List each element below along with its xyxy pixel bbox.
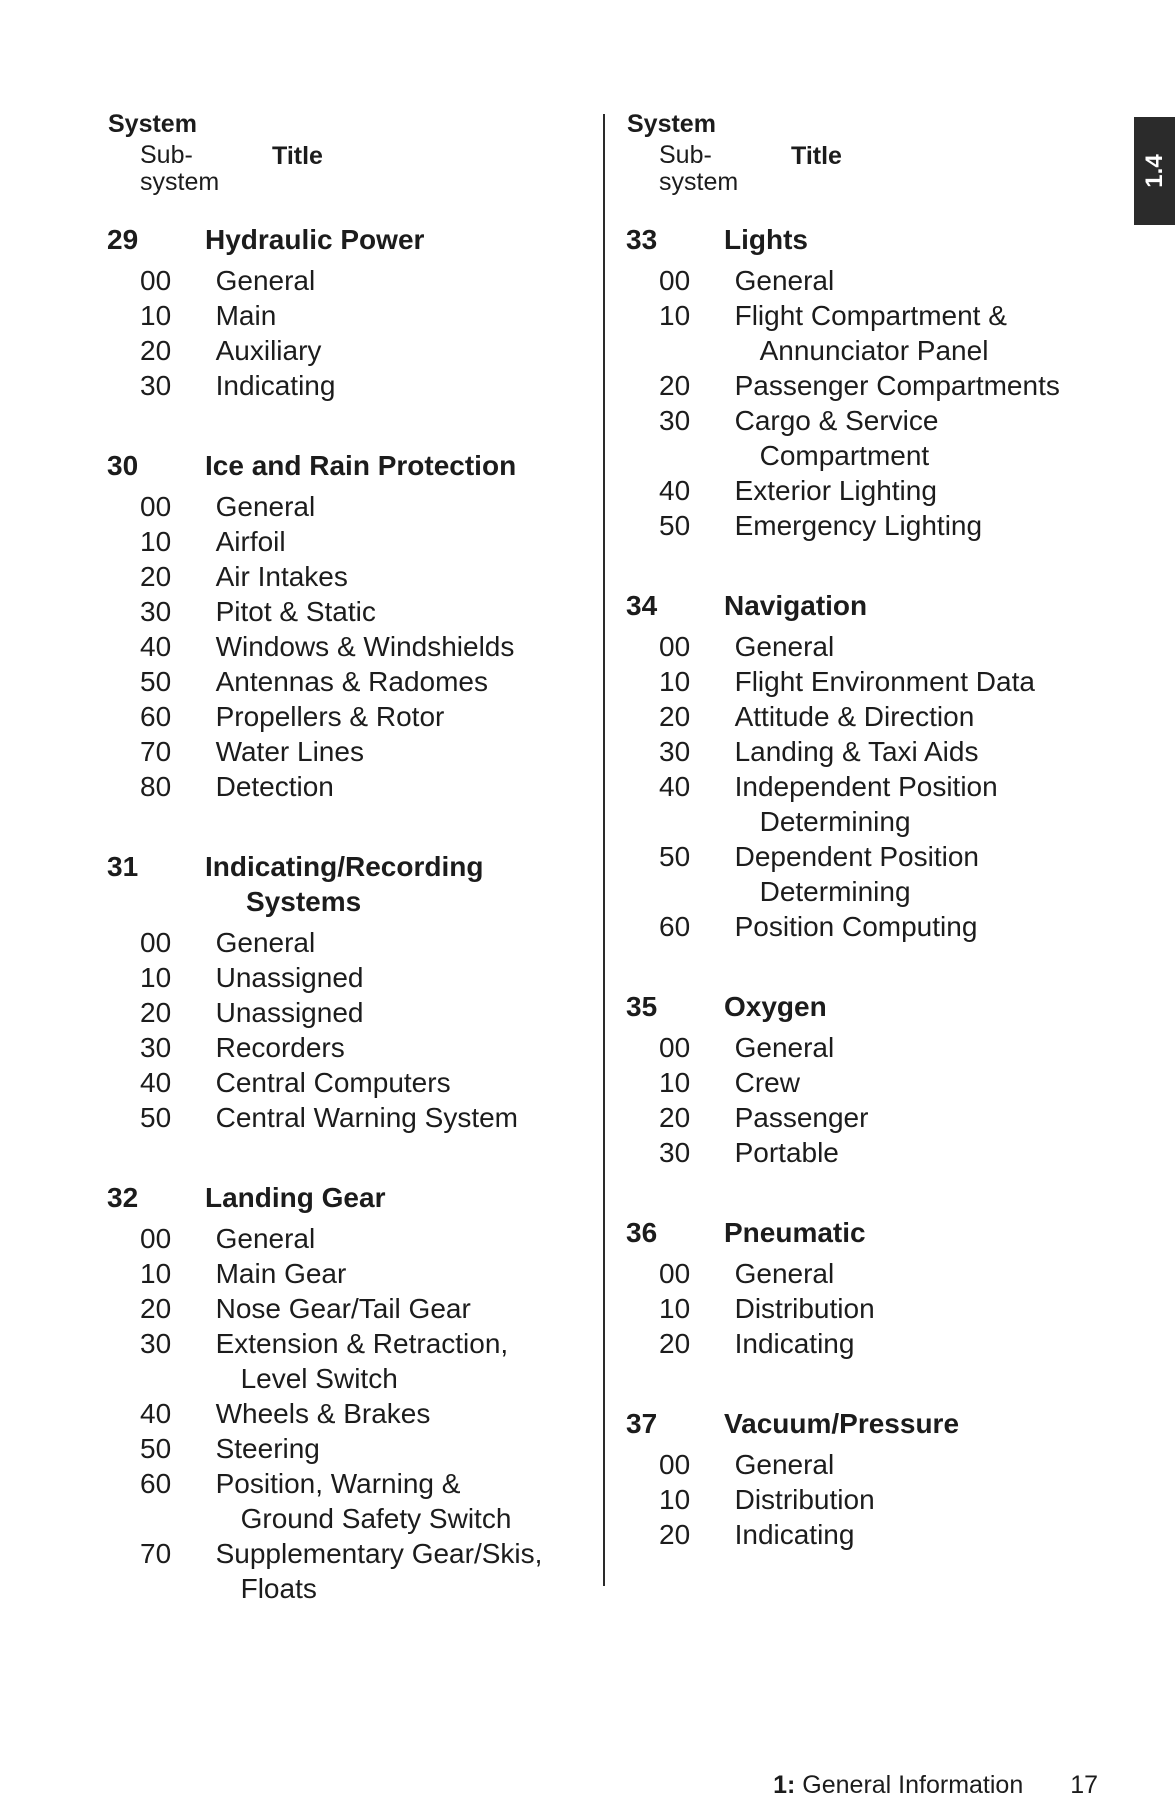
subsystem-number: 20 [659, 1519, 691, 1550]
subsystem-title-line: General [734, 1449, 835, 1480]
subsystem-title-line: Unassigned [215, 997, 364, 1028]
subsystem-title-line: Supplementary Gear/Skis, [215, 1538, 543, 1569]
subsystem-row [106, 1291, 586, 1326]
subsystem-row [625, 1447, 1105, 1482]
subsystem-title-line: General [734, 1032, 835, 1063]
system-number: 29 [107, 224, 139, 255]
subsystem-number: 50 [140, 666, 172, 697]
subsystem-title-line: Airfoil [215, 526, 286, 557]
subsystem-number: 50 [140, 1102, 172, 1133]
system-group [625, 222, 1105, 543]
subsystem-row [625, 909, 1105, 944]
system-group [106, 448, 586, 804]
subsystem-title [186, 263, 586, 298]
subsystem-number: 30 [140, 370, 172, 401]
subsystem-title [705, 664, 1105, 699]
subsystem-row [625, 508, 1105, 543]
subsystem-title-line: Main Gear [215, 1258, 347, 1289]
subsystem-number: 30 [140, 596, 172, 627]
footer-chapter-title: General Information [802, 1771, 1024, 1799]
subsystem-title [186, 1466, 586, 1536]
subsystem-row [106, 734, 586, 769]
subsystem-number: 60 [140, 1468, 172, 1499]
subsystem-number: 00 [140, 1223, 172, 1254]
subsystem-title [186, 1291, 586, 1326]
subsystem-title [186, 1221, 586, 1256]
system-heading [106, 222, 586, 257]
subsystem-number: 20 [659, 370, 691, 401]
subsystem-header-line: Sub- [659, 141, 712, 169]
subsystem-title-line: Main [215, 300, 277, 331]
subsystem-title [705, 1326, 1105, 1361]
subsystem-title [705, 1482, 1105, 1517]
subsystem-title-line: Emergency Lighting [734, 510, 983, 541]
subsystem-title-line: Indicating [734, 1519, 855, 1550]
system-heading [625, 1406, 1105, 1441]
system-title [205, 448, 575, 483]
system-title-line: Ice and Rain Protection [205, 450, 517, 481]
subsystem-row [106, 699, 586, 734]
system-title-line: Oxygen [724, 991, 827, 1022]
subsystem-number: 00 [659, 1449, 691, 1480]
subsystem-title-line: Air Intakes [215, 561, 348, 592]
subsystem-number: 80 [140, 771, 172, 802]
subsystem-row [106, 333, 586, 368]
subsystem-number: 30 [140, 1032, 172, 1063]
system-group [106, 1180, 586, 1606]
subsystem-row [106, 594, 586, 629]
subsystem-header [140, 142, 240, 196]
subsystem-row [106, 263, 586, 298]
subsystem-row [625, 1065, 1105, 1100]
subsystem-row [625, 1482, 1105, 1517]
page-footer [773, 1771, 1098, 1800]
subsystem-row [625, 1517, 1105, 1552]
column-header [106, 110, 586, 222]
system-title [724, 1406, 1094, 1441]
subsystem-title [186, 995, 586, 1030]
subsystem-title [186, 1256, 586, 1291]
subsystem-title-line: Recorders [215, 1032, 345, 1063]
subsystem-title [186, 1536, 586, 1606]
left-column [106, 110, 586, 1651]
subsystem-row [625, 1100, 1105, 1135]
subsystem-row [625, 699, 1105, 734]
system-heading [106, 448, 586, 483]
subsystem-number: 00 [659, 631, 691, 662]
subsystem-title-line: Auxiliary [215, 335, 322, 366]
subsystem-row [106, 1256, 586, 1291]
subsystem-row [625, 298, 1105, 368]
left-group-list [106, 222, 586, 1606]
system-header: System [627, 110, 716, 138]
subsystem-title [186, 559, 586, 594]
subsystem-row [106, 1466, 586, 1536]
subsystem-title-line: Position, Warning & [215, 1468, 461, 1499]
subsystem-title-line: Detection [215, 771, 334, 802]
subsystem-title [186, 960, 586, 995]
subsystem-number: 10 [140, 526, 172, 557]
subsystem-number: 00 [140, 265, 172, 296]
subsystem-title [705, 1135, 1105, 1170]
subsystem-title-line: Wheels & Brakes [215, 1398, 431, 1429]
subsystem-title-line: Position Computing [734, 911, 978, 942]
subsystem-title [186, 1326, 586, 1396]
system-title-line: Pneumatic [724, 1217, 866, 1248]
subsystem-title-line: Independent Position [734, 771, 998, 802]
subsystem-number: 40 [659, 771, 691, 802]
subsystem-title-line: Exterior Lighting [734, 475, 937, 506]
subsystem-number: 00 [140, 491, 172, 522]
subsystem-number: 50 [659, 510, 691, 541]
system-title [205, 222, 575, 257]
subsystem-header-line: system [659, 168, 739, 196]
subsystem-title-line: Pitot & Static [215, 596, 376, 627]
subsystem-row [106, 629, 586, 664]
system-header: System [108, 110, 197, 138]
subsystem-title [705, 1447, 1105, 1482]
subsystem-title [705, 1291, 1105, 1326]
subsystem-number: 20 [659, 1102, 691, 1133]
subsystem-title-line: General [734, 265, 835, 296]
subsystem-title-line: Nose Gear/Tail Gear [215, 1293, 471, 1324]
subsystem-title [705, 403, 1105, 473]
system-title-line: Systems [246, 886, 362, 917]
subsystem-row [106, 1396, 586, 1431]
subsystem-title [705, 298, 1105, 368]
system-title-line: Vacuum/Pressure [724, 1408, 960, 1439]
subsystem-number: 00 [659, 1258, 691, 1289]
subsystem-title-line: Determining [759, 806, 911, 837]
subsystem-row [106, 368, 586, 403]
subsystem-row [625, 368, 1105, 403]
subsystem-title [705, 508, 1105, 543]
subsystem-title-line: Compartment [759, 440, 930, 471]
footer-chapter-number: 1: [773, 1771, 796, 1799]
system-heading [625, 989, 1105, 1024]
title-header: Title [791, 142, 842, 170]
subsystem-row [625, 403, 1105, 473]
subsystem-number: 00 [140, 927, 172, 958]
subsystem-row [625, 734, 1105, 769]
subsystem-number: 20 [140, 1293, 172, 1324]
subsystem-title-line: Determining [759, 876, 911, 907]
system-number: 36 [626, 1217, 658, 1248]
subsystem-title [186, 1431, 586, 1466]
subsystem-title [705, 629, 1105, 664]
system-number: 34 [626, 590, 658, 621]
subsystem-title-line: Steering [215, 1433, 320, 1464]
subsystem-title [705, 1065, 1105, 1100]
subsystem-row [625, 1256, 1105, 1291]
system-group [625, 588, 1105, 944]
right-column [625, 110, 1105, 1597]
subsystem-title [186, 734, 586, 769]
column-header [625, 110, 1105, 222]
subsystem-title [186, 1396, 586, 1431]
system-title [724, 989, 1094, 1024]
subsystem-title [186, 699, 586, 734]
subsystem-row [625, 1291, 1105, 1326]
subsystem-title-line: Windows & Windshields [215, 631, 515, 662]
system-title-line: Landing Gear [205, 1182, 386, 1213]
system-title [724, 222, 1094, 257]
subsystem-row [106, 1100, 586, 1135]
system-heading [625, 588, 1105, 623]
system-number: 30 [107, 450, 139, 481]
subsystem-title-line: Central Warning System [215, 1102, 518, 1133]
system-heading [106, 849, 586, 919]
subsystem-number: 60 [140, 701, 172, 732]
subsystem-row [625, 1135, 1105, 1170]
subsystem-title [705, 1100, 1105, 1135]
subsystem-row [106, 1221, 586, 1256]
subsystem-header-line: system [140, 168, 220, 196]
subsystem-title-line: Indicating [215, 370, 336, 401]
subsystem-title [705, 769, 1105, 839]
section-tab [1134, 117, 1175, 225]
subsystem-title [705, 368, 1105, 403]
subsystem-row [106, 664, 586, 699]
subsystem-title-line: Flight Compartment & [734, 300, 1007, 331]
subsystem-title-line: General [215, 265, 316, 296]
subsystem-number: 70 [140, 736, 172, 767]
system-number: 35 [626, 991, 658, 1022]
subsystem-row [106, 1030, 586, 1065]
subsystem-number: 10 [659, 300, 691, 331]
subsystem-row [625, 473, 1105, 508]
subsystem-title [186, 594, 586, 629]
system-title [205, 849, 575, 919]
subsystem-title [186, 368, 586, 403]
subsystem-number: 70 [140, 1538, 172, 1569]
subsystem-title-line: Distribution [734, 1484, 875, 1515]
subsystem-row [106, 995, 586, 1030]
subsystem-title [186, 629, 586, 664]
subsystem-row [625, 629, 1105, 664]
subsystem-title-line: Indicating [734, 1328, 855, 1359]
subsystem-title [186, 1065, 586, 1100]
subsystem-title-line: Annunciator Panel [759, 335, 989, 366]
subsystem-number: 20 [659, 1328, 691, 1359]
subsystem-title-line: General [215, 491, 316, 522]
subsystem-title [705, 699, 1105, 734]
subsystem-title-line: Floats [240, 1573, 317, 1604]
subsystem-header [659, 142, 759, 196]
system-title-line: Navigation [724, 590, 868, 621]
subsystem-row [625, 839, 1105, 909]
system-title-line: Hydraulic Power [205, 224, 425, 255]
system-number: 33 [626, 224, 658, 255]
subsystem-title [705, 473, 1105, 508]
system-group [106, 222, 586, 403]
subsystem-title-line: Cargo & Service [734, 405, 939, 436]
page-number: 17 [1070, 1771, 1098, 1799]
subsystem-title [705, 263, 1105, 298]
subsystem-row [106, 1326, 586, 1396]
subsystem-title-line: Attitude & Direction [734, 701, 975, 732]
subsystem-row [106, 1065, 586, 1100]
subsystem-number: 60 [659, 911, 691, 942]
system-number: 37 [626, 1408, 658, 1439]
title-header: Title [272, 142, 323, 170]
subsystem-row [625, 263, 1105, 298]
subsystem-title-line: Dependent Position [734, 841, 979, 872]
subsystem-row [106, 769, 586, 804]
system-group [625, 1215, 1105, 1361]
subsystem-number: 10 [140, 300, 172, 331]
subsystem-number: 30 [140, 1328, 172, 1359]
system-title [724, 588, 1094, 623]
system-title-line: Lights [724, 224, 808, 255]
subsystem-number: 20 [140, 561, 172, 592]
subsystem-number: 30 [659, 736, 691, 767]
subsystem-title-line: Antennas & Radomes [215, 666, 488, 697]
subsystem-number: 00 [659, 1032, 691, 1063]
subsystem-title-line: Unassigned [215, 962, 364, 993]
subsystem-number: 30 [659, 1137, 691, 1168]
subsystem-row [625, 1030, 1105, 1065]
system-title [724, 1215, 1094, 1250]
subsystem-title [186, 524, 586, 559]
subsystem-number: 40 [659, 475, 691, 506]
subsystem-title [186, 1100, 586, 1135]
subsystem-number: 50 [659, 841, 691, 872]
subsystem-number: 20 [140, 997, 172, 1028]
subsystem-number: 10 [659, 1067, 691, 1098]
subsystem-row [106, 1431, 586, 1466]
subsystem-title [186, 769, 586, 804]
system-number: 31 [107, 851, 139, 882]
subsystem-row [106, 298, 586, 333]
subsystem-title-line: Level Switch [240, 1363, 398, 1394]
system-group [625, 1406, 1105, 1552]
subsystem-row [106, 489, 586, 524]
system-title-line: Indicating/Recording [205, 851, 484, 882]
subsystem-number: 10 [659, 1293, 691, 1324]
subsystem-number: 00 [659, 265, 691, 296]
subsystem-row [625, 769, 1105, 839]
subsystem-row [106, 524, 586, 559]
subsystem-title-line: General [215, 927, 316, 958]
subsystem-number: 10 [659, 1484, 691, 1515]
column-divider [603, 114, 605, 1586]
subsystem-title-line: Crew [734, 1067, 800, 1098]
subsystem-title [705, 1256, 1105, 1291]
subsystem-number: 20 [659, 701, 691, 732]
subsystem-title-line: Passenger [734, 1102, 869, 1133]
subsystem-title-line: General [734, 1258, 835, 1289]
subsystem-title-line: General [215, 1223, 316, 1254]
section-tab-label: 1.4 [1141, 154, 1168, 188]
subsystem-title-line: Ground Safety Switch [240, 1503, 512, 1534]
system-number: 32 [107, 1182, 139, 1213]
subsystem-title [705, 839, 1105, 909]
subsystem-row [625, 1326, 1105, 1361]
subsystem-title-line: Propellers & Rotor [215, 701, 445, 732]
subsystem-number: 10 [140, 962, 172, 993]
subsystem-row [106, 960, 586, 995]
subsystem-title [186, 298, 586, 333]
subsystem-title [705, 734, 1105, 769]
subsystem-number: 40 [140, 1398, 172, 1429]
subsystem-title [186, 925, 586, 960]
right-group-list [625, 222, 1105, 1552]
subsystem-title-line: General [734, 631, 835, 662]
system-group [106, 849, 586, 1135]
subsystem-title-line: Portable [734, 1137, 839, 1168]
subsystem-number: 10 [659, 666, 691, 697]
subsystem-title-line: Extension & Retraction, [215, 1328, 509, 1359]
subsystem-title-line: Passenger Compartments [734, 370, 1060, 401]
system-heading [625, 222, 1105, 257]
subsystem-number: 50 [140, 1433, 172, 1464]
subsystem-number: 20 [140, 335, 172, 366]
subsystem-row [106, 925, 586, 960]
system-heading [106, 1180, 586, 1215]
subsystem-header-line: Sub- [140, 141, 193, 169]
subsystem-title [705, 1517, 1105, 1552]
subsystem-number: 10 [140, 1258, 172, 1289]
system-heading [625, 1215, 1105, 1250]
subsystem-title [186, 333, 586, 368]
subsystem-row [625, 664, 1105, 699]
subsystem-title [186, 664, 586, 699]
system-title [205, 1180, 575, 1215]
subsystem-number: 30 [659, 405, 691, 436]
subsystem-title-line: Flight Environment Data [734, 666, 1035, 697]
system-group [625, 989, 1105, 1170]
subsystem-title [186, 1030, 586, 1065]
subsystem-title [705, 909, 1105, 944]
subsystem-row [106, 1536, 586, 1606]
subsystem-title-line: Distribution [734, 1293, 875, 1324]
subsystem-row [106, 559, 586, 594]
subsystem-number: 40 [140, 631, 172, 662]
subsystem-title-line: Central Computers [215, 1067, 451, 1098]
subsystem-title-line: Water Lines [215, 736, 364, 767]
subsystem-title [705, 1030, 1105, 1065]
subsystem-number: 40 [140, 1067, 172, 1098]
subsystem-title [186, 489, 586, 524]
subsystem-title-line: Landing & Taxi Aids [734, 736, 979, 767]
